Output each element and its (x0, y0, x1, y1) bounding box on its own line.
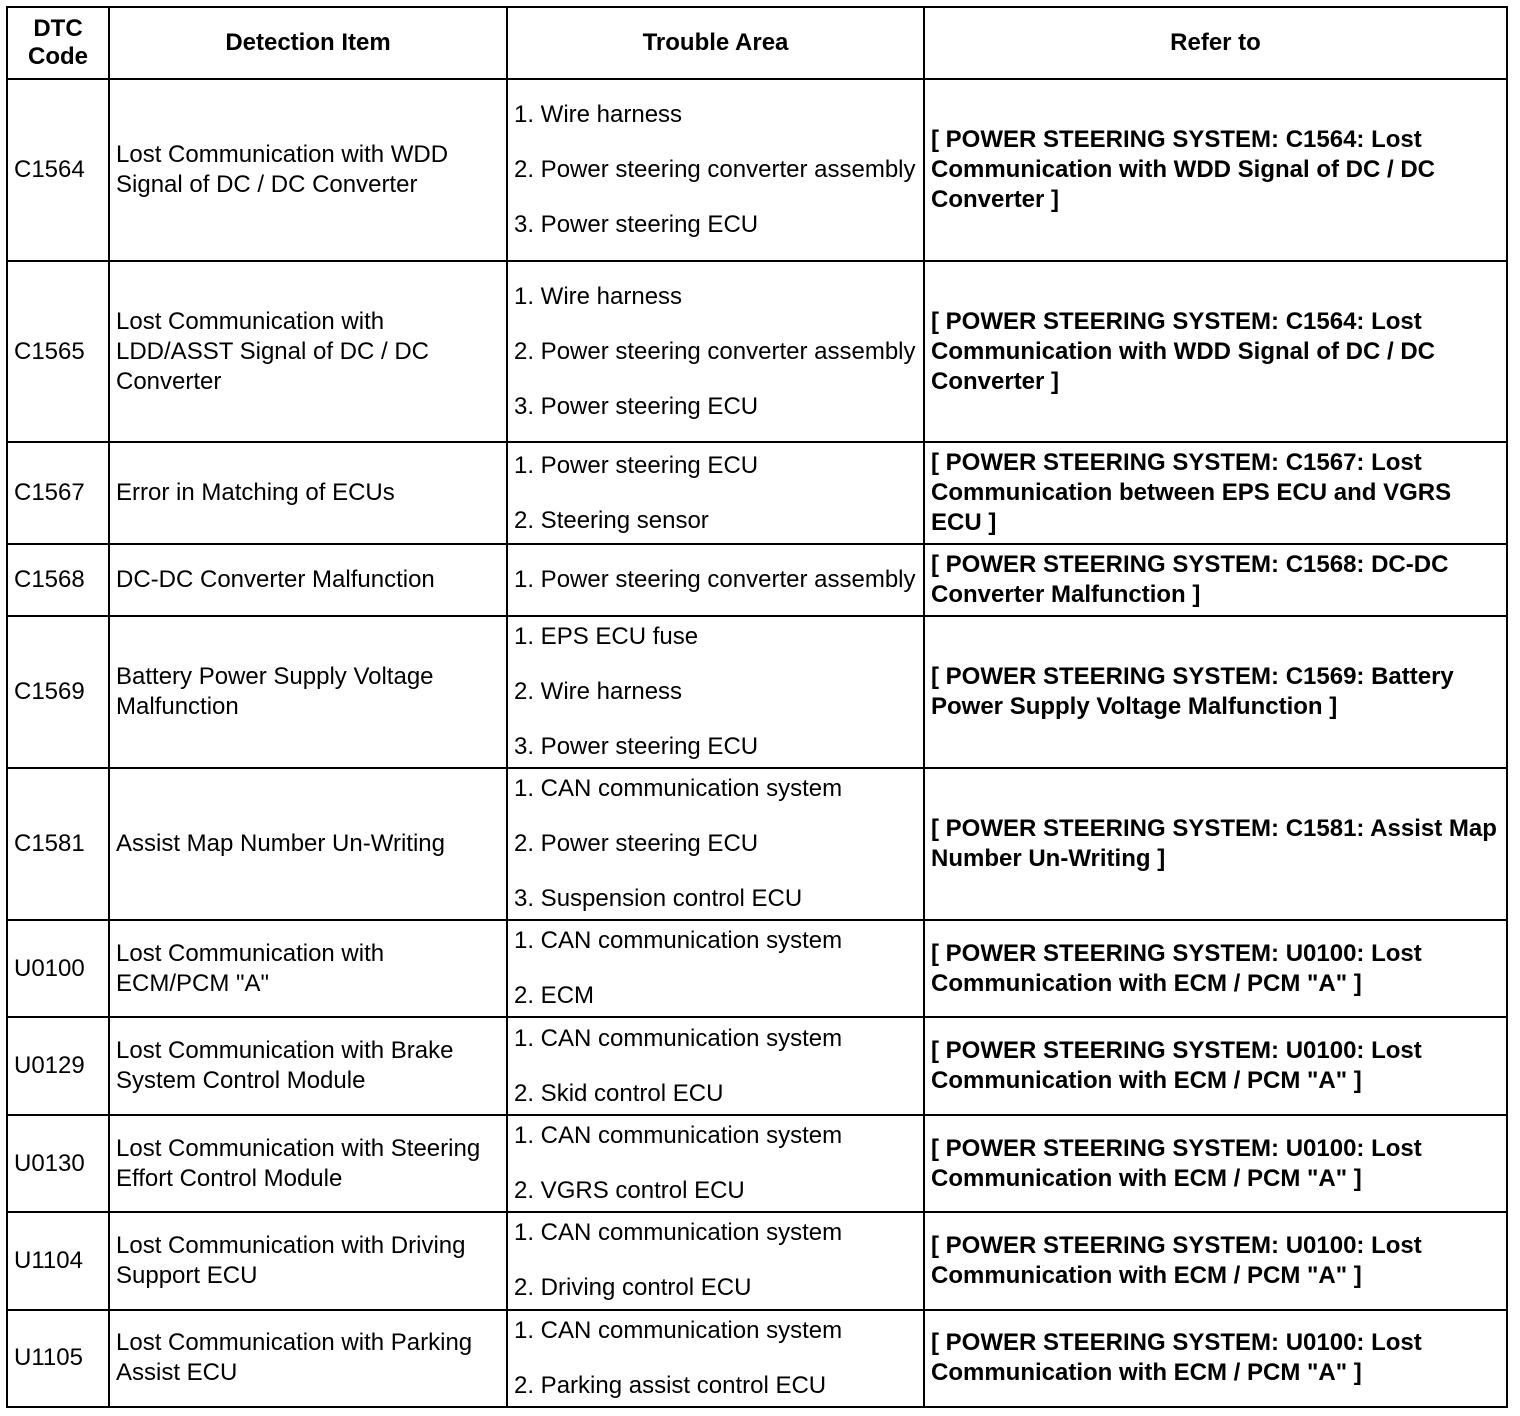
trouble-area-item: 2. Steering sensor (514, 506, 709, 534)
trouble-area-list (514, 565, 917, 595)
trouble-area-item: 2. Wire harness (514, 677, 683, 705)
trouble-area-item: 1. EPS ECU fuse (514, 622, 699, 650)
table-row (7, 1310, 1507, 1407)
detection-item-cell: Lost Communication with Parking Assist ECU (109, 1310, 507, 1407)
trouble-area-cell (507, 616, 924, 768)
trouble-area-item: 1. CAN communication system (514, 1122, 843, 1149)
trouble-area-cell (507, 1310, 924, 1407)
detection-item-cell: Lost Communication with ECM/PCM "A" (109, 920, 507, 1017)
trouble-area-item: 3. Suspension control ECU (514, 884, 803, 912)
refer-to-link[interactable]: [ POWER STEERING SYSTEM: C1564: Lost Communication with WDD Signal of DC / DC Converter ] (924, 79, 1507, 261)
refer-to-link[interactable]: [ POWER STEERING SYSTEM: C1568: DC-DC Converter Malfunction ] (924, 544, 1507, 616)
trouble-area-item: 2. Driving control ECU (514, 1274, 752, 1302)
header-detection-item: Detection Item (109, 7, 507, 79)
trouble-area-cell (507, 920, 924, 1017)
detection-item-cell: Lost Communication with Brake System Control Module (109, 1017, 507, 1114)
trouble-area-list (514, 1121, 917, 1206)
dtc-code-cell: U0100 (7, 920, 109, 1017)
trouble-area-item: 1. CAN communication system (514, 1219, 843, 1247)
table-row (7, 1115, 1507, 1212)
refer-to-link[interactable]: [ POWER STEERING SYSTEM: C1569: Battery Power Supply Voltage Malfunction ] (924, 616, 1507, 768)
trouble-area-list (514, 926, 917, 1011)
dtc-table (6, 6, 1508, 1408)
trouble-area-item: 1. Power steering ECU (514, 451, 759, 479)
trouble-area-cell (507, 442, 924, 543)
trouble-area-list (514, 622, 917, 762)
dtc-code-cell: C1564 (7, 79, 109, 261)
refer-to-link[interactable]: [ POWER STEERING SYSTEM: U0100: Lost Communication with ECM / PCM "A" ] (924, 1212, 1507, 1309)
dtc-code-cell: C1581 (7, 768, 109, 921)
trouble-area-item: 2. Power steering converter assembly (514, 337, 916, 365)
trouble-area-item: 2. Skid control ECU (514, 1079, 724, 1107)
header-trouble-area: Trouble Area (507, 7, 924, 79)
trouble-area-cell (507, 1212, 924, 1309)
refer-to-link[interactable]: [ POWER STEERING SYSTEM: U0100: Lost Communication with ECM / PCM "A" ] (924, 920, 1507, 1017)
table-row (7, 768, 1507, 921)
detection-item-cell: Lost Communication with WDD Signal of DC / DC Converter (109, 79, 507, 261)
detection-item-cell: Lost Communication with Driving Support ECU (109, 1212, 507, 1309)
trouble-area-list (514, 774, 917, 914)
table-row (7, 544, 1507, 616)
table-header-row (7, 7, 1507, 79)
table-row (7, 1017, 1507, 1114)
trouble-area-list (514, 1316, 917, 1401)
trouble-area-item: 1. CAN communication system (514, 1024, 843, 1052)
detection-item-cell: Assist Map Number Un-Writing (109, 768, 507, 921)
refer-to-link[interactable]: [ POWER STEERING SYSTEM: C1581: Assist Map Number Un-Writing ] (924, 768, 1507, 921)
trouble-area-list (514, 282, 917, 422)
dtc-code-cell: C1565 (7, 261, 109, 443)
trouble-area-cell (507, 768, 924, 921)
table-row (7, 442, 1507, 543)
dtc-document (6, 6, 1506, 1408)
detection-item-cell: DC-DC Converter Malfunction (109, 544, 507, 616)
trouble-area-list (514, 1218, 917, 1303)
table-row (7, 1212, 1507, 1309)
trouble-area-cell (507, 261, 924, 443)
trouble-area-item: 1. CAN communication system (514, 774, 843, 802)
trouble-area-item: 1. CAN communication system (514, 927, 843, 955)
detection-item-cell: Error in Matching of ECUs (109, 442, 507, 543)
detection-item-cell: Lost Communication with Steering Effort Control Module (109, 1115, 507, 1212)
trouble-area-cell (507, 544, 924, 616)
trouble-area-cell (507, 79, 924, 261)
refer-to-link[interactable]: [ POWER STEERING SYSTEM: U0100: Lost Communication with ECM / PCM "A" ] (924, 1310, 1507, 1407)
refer-to-link[interactable]: [ POWER STEERING SYSTEM: C1567: Lost Communication between EPS ECU and VGRS ECU ] (924, 442, 1507, 543)
trouble-area-item: 2. ECM (514, 982, 595, 1010)
trouble-area-item: 2. Parking assist control ECU (514, 1371, 827, 1399)
dtc-code-cell: U0130 (7, 1115, 109, 1212)
header-refer-to: Refer to (924, 7, 1507, 79)
trouble-area-item: 1. Wire harness (514, 100, 683, 128)
dtc-code-cell: U1105 (7, 1310, 109, 1407)
trouble-area-item: 1. CAN communication system (514, 1316, 843, 1344)
trouble-area-list (514, 100, 917, 240)
trouble-area-list (514, 451, 917, 536)
table-body (7, 79, 1507, 1407)
trouble-area-item: 3. Power steering ECU (514, 392, 759, 420)
trouble-area-item: 3. Power steering ECU (514, 210, 759, 238)
dtc-code-cell: C1567 (7, 442, 109, 543)
dtc-code-cell: U0129 (7, 1017, 109, 1114)
trouble-area-cell (507, 1115, 924, 1212)
refer-to-link[interactable]: [ POWER STEERING SYSTEM: C1564: Lost Communication with WDD Signal of DC / DC Converter ] (924, 261, 1507, 443)
refer-to-link[interactable]: [ POWER STEERING SYSTEM: U0100: Lost Communication with ECM / PCM "A" ] (924, 1017, 1507, 1114)
trouble-area-cell (507, 1017, 924, 1114)
table-row (7, 616, 1507, 768)
header-dtc-code: DTC Code (7, 7, 109, 79)
table-row (7, 261, 1507, 443)
dtc-code-cell: C1569 (7, 616, 109, 768)
table-row (7, 920, 1507, 1017)
trouble-area-item: 1. Wire harness (514, 282, 683, 310)
trouble-area-item: 1. Power steering converter assembly (514, 565, 916, 593)
detection-item-cell: Battery Power Supply Voltage Malfunction (109, 616, 507, 768)
trouble-area-item: 3. Power steering ECU (514, 732, 759, 760)
trouble-area-list (514, 1024, 917, 1109)
table-row (7, 79, 1507, 261)
trouble-area-item: 2. Power steering ECU (514, 829, 759, 857)
dtc-code-cell: U1104 (7, 1212, 109, 1309)
refer-to-link[interactable]: [ POWER STEERING SYSTEM: U0100: Lost Communication with ECM / PCM "A" ] (924, 1115, 1507, 1212)
trouble-area-item: 2. Power steering converter assembly (514, 155, 916, 183)
dtc-code-cell: C1568 (7, 544, 109, 616)
trouble-area-item: 2. VGRS control ECU (514, 1177, 745, 1204)
detection-item-cell: Lost Communication with LDD/ASST Signal of DC / DC Converter (109, 261, 507, 443)
